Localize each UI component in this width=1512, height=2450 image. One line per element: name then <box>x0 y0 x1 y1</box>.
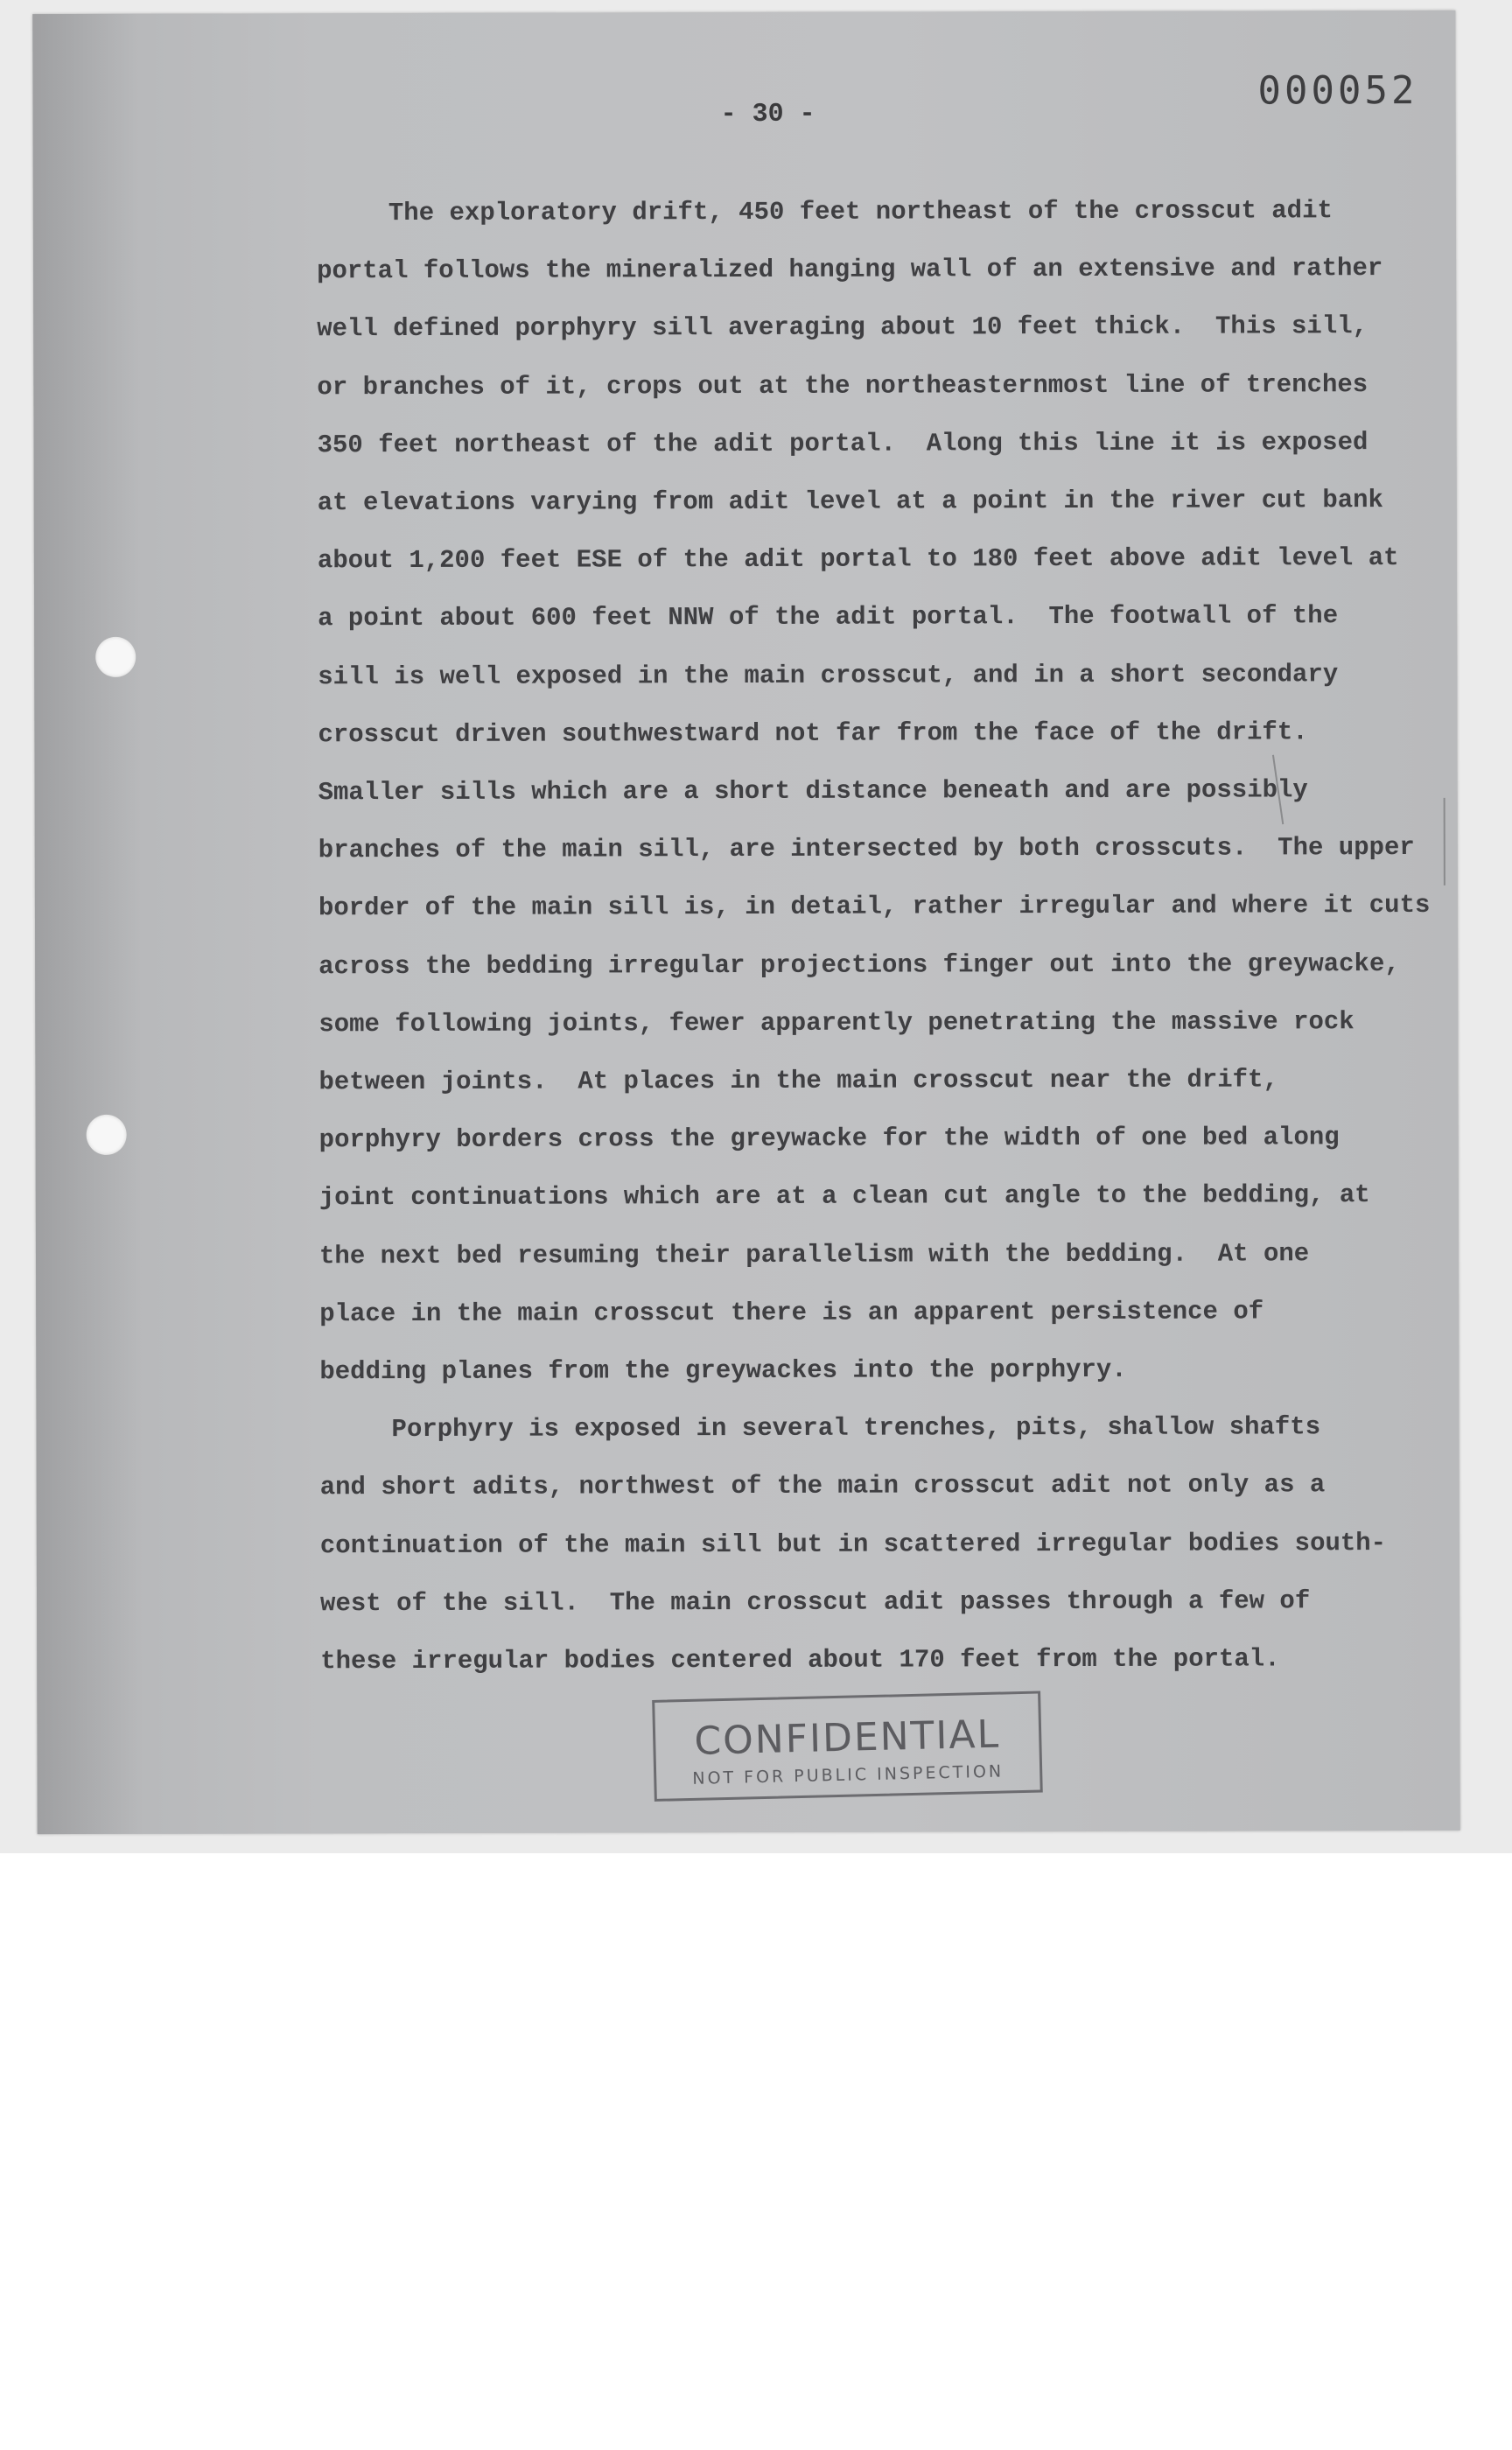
text-line: these irregular bodies centered about 170 feet from the portal. <box>320 1644 1280 1676</box>
text-line: joint continuations which are at a clean cut angle to the bedding, at <box>318 1180 1370 1213</box>
text-line: branches of the main sill, are intersected by both crosscuts. The upper <box>318 833 1415 865</box>
text-line: and short adits, northwest of the main crosscut adit not only as a <box>319 1470 1326 1502</box>
text-line: border of the main sill is, in detail, rather irregular and where it cuts <box>318 891 1431 923</box>
text-line: The exploratory drift, 450 feet northeast of the crosscut adit <box>388 196 1333 228</box>
body-text <box>317 182 1431 1691</box>
text-line: 350 feet northeast of the adit portal. Along this line it is exposed <box>317 427 1368 460</box>
text-line: the next bed resuming their parallelism with the bedding. At one <box>318 1238 1310 1270</box>
text-line: a point about 600 feet NNW of the adit portal. The footwall of the <box>318 601 1339 634</box>
text-line: between joints. At places in the main crosscut near the drift, <box>318 1065 1278 1097</box>
page-shadow <box>32 14 142 1834</box>
text-line: porphyry borders cross the greywacke for the width of one bed along <box>318 1123 1340 1155</box>
text-line: place in the main crosscut there is an apparent persistence of <box>319 1297 1264 1329</box>
text-line: at elevations varying from adit level at a point in the river cut bank <box>317 486 1383 518</box>
text-line: west of the sill. The main crosscut adit passes through a few of <box>319 1586 1311 1619</box>
text-line: well defined porphyry sill averaging about 10 feet thick. This sill, <box>317 312 1368 344</box>
text-line: portal follows the mineralized hanging wall of an extensive and rather <box>317 254 1383 286</box>
text-line: continuation of the main sill but in scattered irregular bodies south- <box>319 1528 1387 1560</box>
text-line: across the bedding irregular projections finger out into the greywacke, <box>318 948 1400 981</box>
text-line: Smaller sills which are a short distance beneath and are possibly <box>318 775 1308 808</box>
confidential-stamp <box>652 1690 1043 1801</box>
text-line: or branches of it, crops out at the northeasternmost line of trenches <box>317 369 1368 402</box>
page-number: - 30 - <box>720 99 816 130</box>
text-line: Porphyry is exposed in several trenches, pits, shallow shafts <box>391 1412 1321 1445</box>
text-line: some following joints, fewer apparently penetrating the massive rock <box>318 1007 1354 1040</box>
stamp-subtitle: NOT FOR PUBLIC INSPECTION <box>692 1761 1004 1788</box>
text-line: sill is well exposed in the main crosscut, and in a short secondary <box>318 659 1339 691</box>
document-page <box>32 10 1460 1834</box>
text-line: bedding planes from the greywackes into the porphyry. <box>319 1354 1127 1387</box>
text-line: crosscut driven southwestward not far from the face of the drift. <box>318 718 1308 750</box>
stamp-title: CONFIDENTIAL <box>693 1712 1001 1764</box>
document-number: 000052 <box>1257 67 1418 114</box>
pencil-mark <box>1444 798 1446 886</box>
punch-hole-bottom <box>87 1115 127 1155</box>
text-line: about 1,200 feet ESE of the adit portal to 180 feet above adit level at <box>317 543 1399 576</box>
punch-hole-top <box>95 637 136 677</box>
